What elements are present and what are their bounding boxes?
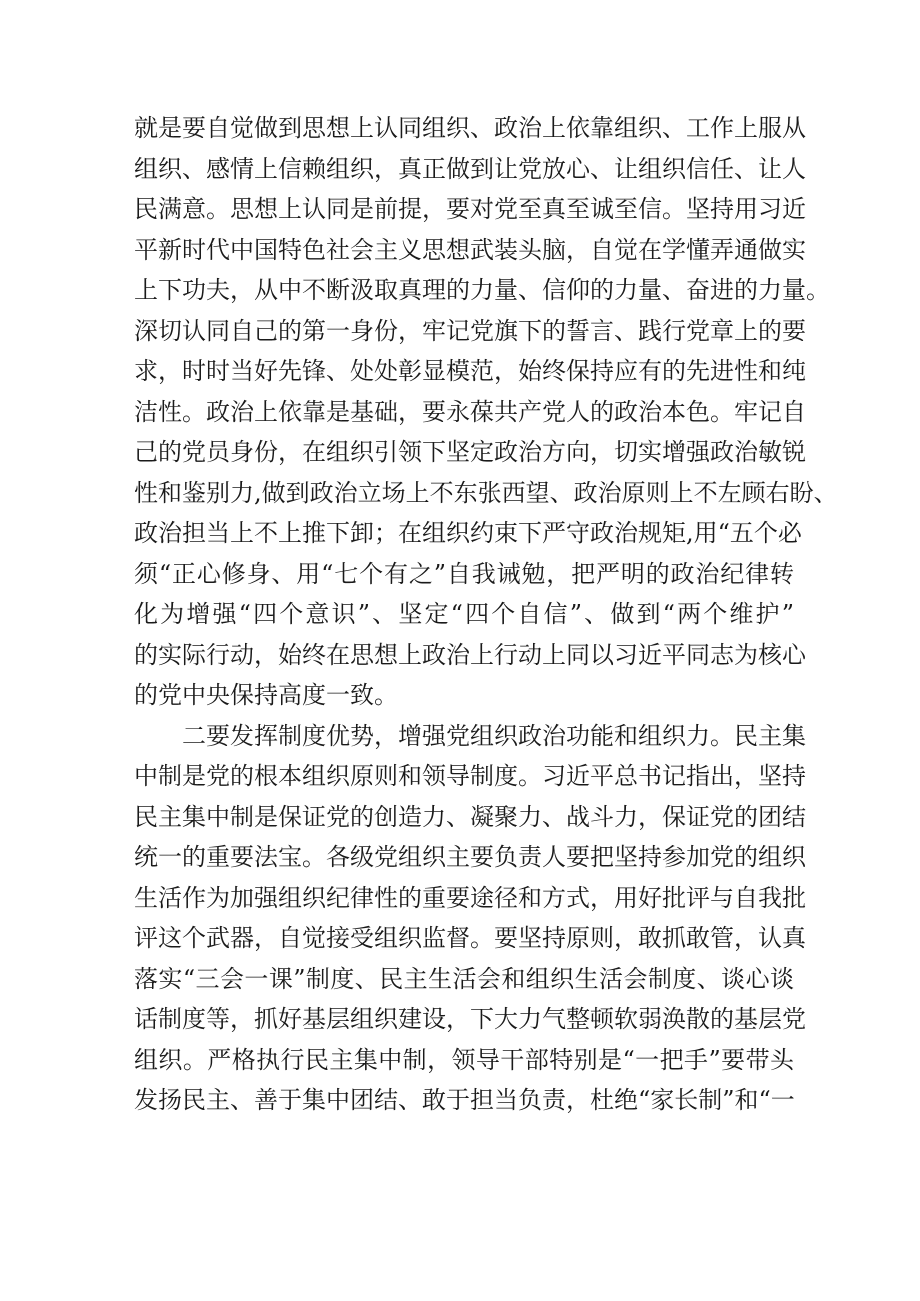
text-line: 政治担当上不上推下卸；在组织约束下严守政治规矩,用“五个必 — [134, 519, 802, 547]
text-line: 发扬民主、善于集中团结、敢于担当负责，杜绝“家长制”和“一 — [134, 1086, 795, 1114]
text-line: 的党中央保持高度一致。 — [134, 681, 398, 709]
paragraph-2 — [134, 716, 806, 1121]
text-line: 上下功夫，从中不断汲取真理的力量、信仰的力量、奋进的力量。 — [134, 276, 830, 304]
text-line: 落实“三会一课”制度、民主生活会和组织生活会制度、谈心谈 — [134, 964, 794, 993]
text-line: 民主集中制是保证党的创造力、凝聚力、战斗力，保证党的团结 — [134, 802, 806, 831]
text-line: 二要发挥制度优势，增强党组织政治功能和组织力。民主集 — [182, 721, 806, 750]
text-line: 评这个武器，自觉接受组织监督。要坚持原则，敢抓敢管，认真 — [134, 924, 806, 952]
text-line: 话制度等，抓好基层组织建设，下大力气整顿软弱涣散的基层党 — [134, 1005, 806, 1033]
text-line: 洁性。政治上依靠是基础，要永葆共产党人的政治本色。牢记自 — [134, 397, 806, 426]
text-line: 化为增强“四个意识”、坚定“四个自信”、做到“两个维护” — [134, 600, 794, 628]
text-line: 组织、感情上信赖组织，真正做到让党放心、让组织信任、让人 — [134, 154, 806, 183]
text-line: 求，时时当好先锋、处处彰显模范，始终保持应有的先进性和纯 — [134, 357, 806, 385]
text-line: 组织。严格执行民主集中制，领导干部特别是“一把手”要带头 — [134, 1045, 794, 1074]
text-line: 平新时代中国特色社会主义思想武装头脑，自觉在学懂弄通做实 — [134, 235, 806, 264]
paragraph-1 — [134, 108, 838, 716]
text-line: 的实际行动，始终在思想上政治上行动上同以习近平同志为核心 — [134, 640, 806, 669]
text-line: 就是要自觉做到思想上认同组织、政治上依靠组织、工作上服从 — [134, 114, 806, 142]
text-line: 深切认同自己的第一身份，牢记党旗下的誓言、践行党章上的要 — [134, 316, 806, 345]
text-line: 民满意。思想上认同是前提，要对党至真至诚至信。坚持用习近 — [134, 195, 806, 223]
text-line: 己的党员身份，在组织引领下坚定政治方向，切实增强政治敏锐 — [134, 438, 806, 466]
body-text — [134, 108, 838, 1121]
text-line: 中制是党的根本组织原则和领导制度。习近平总书记指出，坚持 — [134, 762, 806, 790]
text-line: 须“正心修身、用“七个有之”自我诫勉，把严明的政治纪律转 — [134, 559, 794, 588]
text-line: 生活作为加强组织纪律性的重要途径和方式，用好批评与自我批 — [134, 883, 806, 912]
text-line: 性和鉴别力,做到政治立场上不东张西望、政治原则上不左顾右盼、 — [134, 478, 838, 507]
text-line: 统一的重要法宝。各级党组织主要负责人要把坚持参加党的组织 — [134, 843, 806, 871]
